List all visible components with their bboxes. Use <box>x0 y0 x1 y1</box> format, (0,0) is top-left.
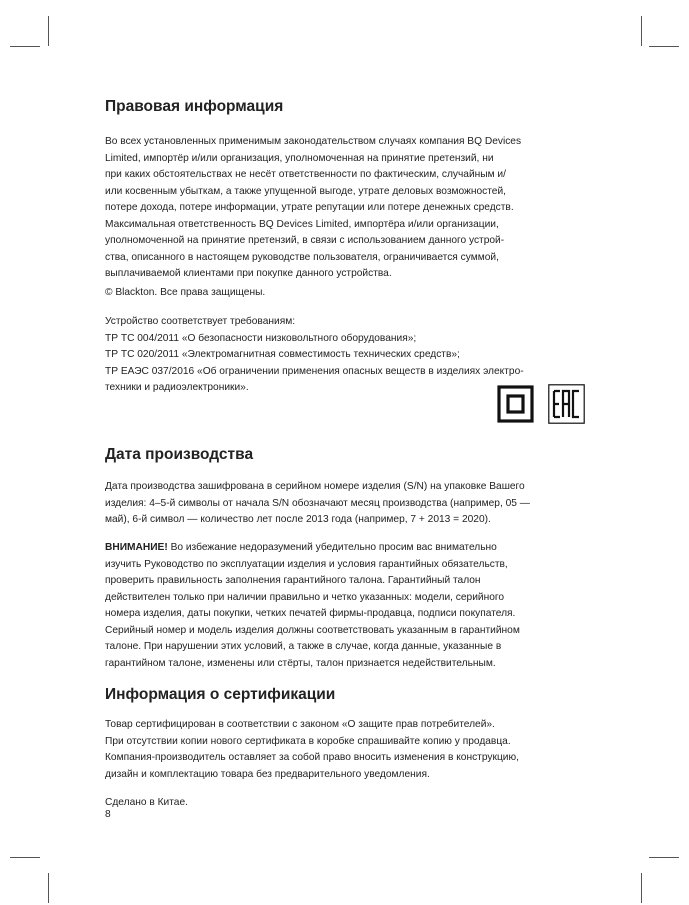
crop-mark <box>649 46 679 47</box>
legal-line: Максимальная ответственность BQ Devices Limited, импортёра и/или организации, <box>105 218 499 230</box>
eac-mark-icon <box>548 384 585 424</box>
warning-line: талоне. При нарушении этих условий, а также в случае, когда данные, указанные в <box>105 641 502 652</box>
crop-mark <box>10 46 40 47</box>
certification-line: дизайн и комплектацию товара без предварительного уведомления. <box>105 768 430 780</box>
double-insulation-icon <box>497 384 534 424</box>
legal-line: потере дохода, потере информации, утрате репутации или потере денежных средств. <box>105 202 514 213</box>
legal-line: Limited, импортёр и/или организация, уполномоченная на принятие претензий, ни <box>105 152 494 164</box>
compliance-line: техники и радиоэлектроники». <box>105 382 249 393</box>
warning-line <box>105 540 497 557</box>
certification-line: Компания-производитель оставляет за собой право вносить изменения в конструкцию, <box>105 752 519 763</box>
made-in: Сделано в Китае. <box>105 797 188 808</box>
production-line: Дата производства зашифрована в серийном номере изделия (S/N) на упаковке Вашего <box>105 481 525 492</box>
crop-mark <box>48 873 49 903</box>
production-line: май), 6-й символ — количество лет после 2013 года (например, 7 + 2013 = 2020). <box>105 514 491 525</box>
warning-line: Серийный номер и модель изделия должны соответствовать указанным в гарантийном <box>105 624 520 636</box>
certification-marks <box>497 384 585 424</box>
production-title: Дата производства <box>105 446 254 463</box>
warning-line: действителен только при наличии правильно и четко указанных: модели, серийного <box>105 591 505 603</box>
legal-line: Во всех установленных применимым законодательством случаях компания BQ Devices <box>105 136 522 147</box>
warning-line: гарантийном талоне, изменены или стёрты, талон признается недействительным. <box>105 657 496 669</box>
crop-mark <box>48 16 49 46</box>
certification-line: При отсутствии копии нового сертификата в коробке спрашивайте копию у продавца. <box>105 735 511 747</box>
warning-text: Во избежание недоразумений убедительно просим вас внимательно <box>167 542 497 553</box>
crop-mark <box>641 873 642 903</box>
legal-line: уполномоченной на принятие претензий, в связи с использованием данного устрой- <box>105 235 505 246</box>
legal-line: или косвенным убыткам, а также упущенной выгоде, утрате деловых возможностей, <box>105 185 506 197</box>
warning-label: ВНИМАНИЕ! <box>105 542 168 553</box>
certification-title: Информация о сертификации <box>105 686 336 703</box>
warning-line: проверить правильность заполнения гарантийного талона. Гарантийный талон <box>105 575 481 586</box>
crop-mark <box>649 857 679 858</box>
compliance-line: ТР ЕАЭС 037/2016 «Об ограничении применения опасных веществ в изделиях электро- <box>105 365 524 377</box>
production-line: изделия: 4–5-й символы от начала S/N обозначают месяц производства (например, 05 — <box>105 497 530 509</box>
compliance-line: ТР ТС 004/2011 «О безопасности низковольтного оборудования»; <box>105 332 417 344</box>
warning-line: изучить Руководство по эксплуатации изделия и условия гарантийных обязательств, <box>105 558 508 570</box>
legal-line: при каких обстоятельствах не несёт ответственности по фактическим, случайным и/ <box>105 169 506 180</box>
compliance-line: ТР ТС 020/2011 «Электромагнитная совместимость технических средств»; <box>105 349 460 360</box>
legal-line: ства, описанного в настоящем руководстве пользователя, ограничивается суммой, <box>105 251 499 263</box>
crop-mark <box>10 857 40 858</box>
crop-mark <box>641 16 642 46</box>
compliance-line: Устройство соответствует требованиям: <box>105 316 296 327</box>
legal-title: Правовая информация <box>105 98 284 115</box>
page-number: 8 <box>105 809 111 820</box>
warning-line: номера изделия, даты покупки, четких печатей фирмы-продавца, подписи покупателя. <box>105 608 516 619</box>
copyright: © Blackton. Все права защищены. <box>105 287 266 298</box>
certification-line: Товар сертифицирован в соответствии с законом «О защите прав потребителей». <box>105 719 495 730</box>
legal-line: выплачиваемой клиентами при покупке данного устройства. <box>105 268 392 279</box>
